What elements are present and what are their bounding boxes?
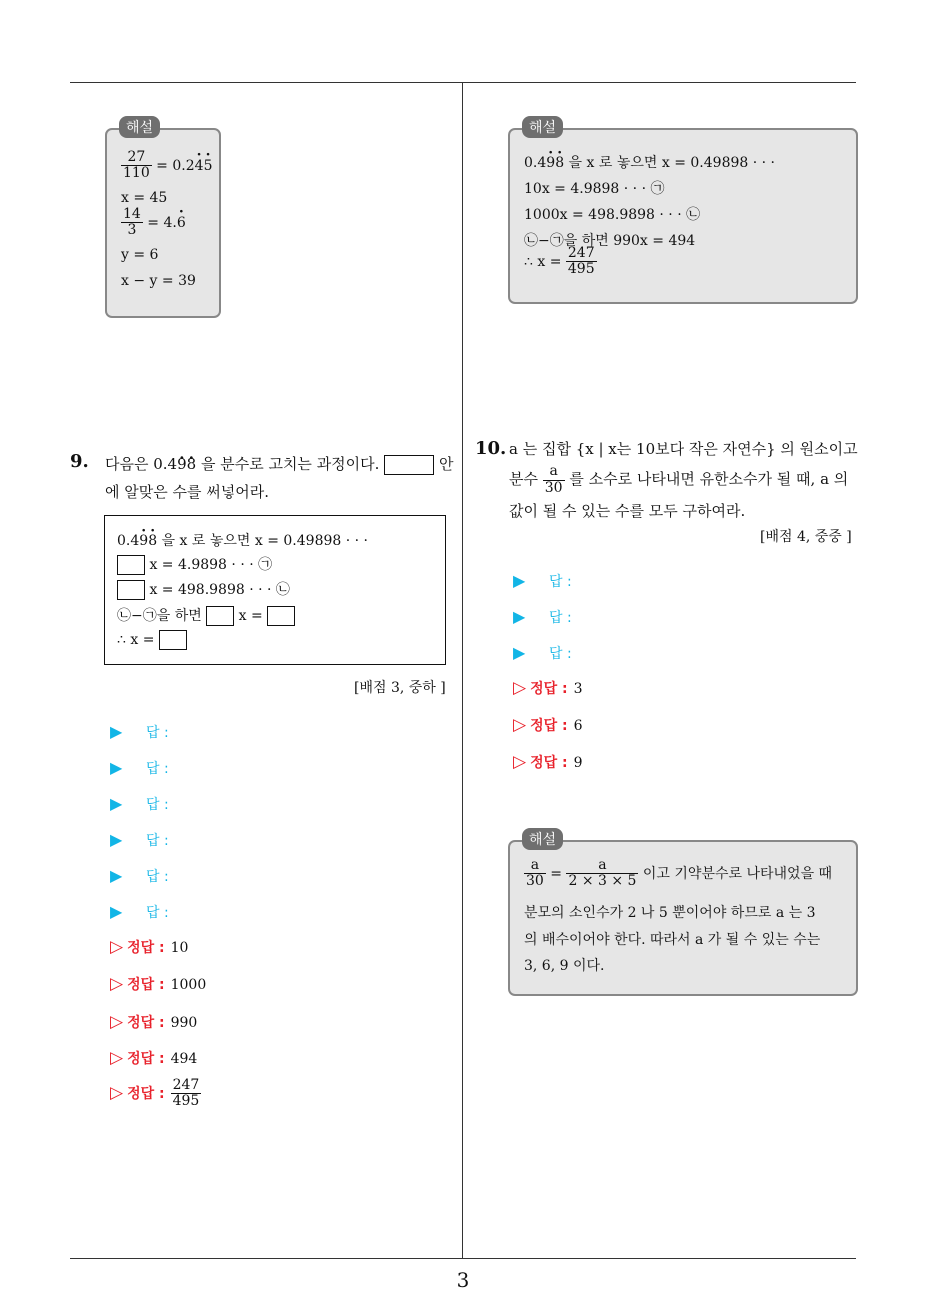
right-solution-box-2 [508,832,858,996]
outline-triangle-icon: ▷ [110,1082,124,1103]
correct-answer: ▷ 정답 : 6 [513,715,583,735]
solution-line-1: $\frac{27}{110}$ = 0.2· 4· 5 [121,150,212,182]
right-solution-box [508,120,858,304]
solution-line-4: 3, 6, 9 이다. [524,958,605,974]
correct-answer: ▷ 정답 : 494 [110,1048,198,1068]
bottom-rule [70,1258,856,1259]
solution-line-3: 의 배수이어야 한다. 따라서 a 가 될 수 있는 수는 [524,932,821,948]
answer-line[interactable]: ▶ 답 : [110,902,169,921]
play-icon: ▶ [513,571,526,590]
answer-line[interactable]: ▶ 답 : [513,607,572,626]
blank-input-5[interactable] [159,630,187,650]
correct-answer: ▷ 정답 : 990 [110,1012,198,1032]
answer-blank [384,455,434,475]
solution-line-2: 10x = 4.9898 · · · ㉠ [524,181,665,197]
blank-input-3[interactable] [206,606,234,626]
question-9-number: 9. [70,451,89,472]
process-line-1: 0.4· 9· 8 을 x 로 놓으면 x = 0.49898 · · · [117,530,368,550]
outline-triangle-icon: ▷ [110,1048,124,1068]
play-icon: ▶ [110,722,123,741]
correct-answer: ▷ 정답 : $\frac{247}{495}$ [110,1077,200,1110]
play-icon: ▶ [110,830,123,849]
correct-answer: ▷ 정답 : 3 [513,678,583,698]
answer-line[interactable]: ▶ 답 : [513,571,572,590]
question-9-text: 다음은 0.4· 9· 8 을 분수로 고치는 과정이다. 안 에 알맞은 수를 써넣어라. [105,450,457,506]
solution-tag: 해설 [119,116,160,138]
process-line-3: x = 498.9898 · · · ㉡ [117,579,290,600]
solution-line-2: 분모의 소인수가 2 나 5 뿐이어야 하므로 a 는 3 [524,905,816,921]
solution-line-5: x − y = 39 [121,273,196,289]
answer-line[interactable]: ▶ 답 : [110,722,169,741]
blank-input-2[interactable] [117,580,145,600]
answer-line[interactable]: ▶ 답 : [110,830,169,849]
play-icon: ▶ [513,607,526,626]
column-divider [462,82,463,1258]
correct-answer: ▷ 정답 : 9 [513,752,583,772]
solution-line-1: $\frac{a}{30}$ = $\frac{a}{2 \times 3 \times 5}$ 이고 기약분수로 나타내었을 때 [526,857,833,890]
question-9-process-box [104,515,446,665]
solution-line-5: ∴ x = $\frac{247}{495}$ [524,245,595,278]
solution-line-2: x = 45 [121,190,168,206]
correct-answer: ▷ 정답 : 1000 [110,974,207,994]
blank-input-4[interactable] [267,606,295,626]
solution-tag: 해설 [522,828,563,850]
play-icon: ▶ [110,866,123,885]
play-icon: ▶ [110,794,123,813]
answer-line[interactable]: ▶ 답 : [110,758,169,777]
page-number: 3 [456,1268,470,1292]
solution-tag: 해설 [522,116,563,138]
question-10-text: a 는 집합 {x | x는 10보다 작은 자연수} 의 원소이고 분수 $\frac{a}{30}$ 를 소수로 나타내면 유한소수가 될 때, a 의 값이 될 수 있는 수를 모두 구하여라. [509,440,858,520]
answer-line[interactable]: ▶ 답 : [513,643,572,662]
question-10-score: [배점 4, 중중 ] [760,529,852,545]
top-rule [70,82,856,83]
question-10-number: 10. [475,438,507,459]
blank-input-1[interactable] [117,555,145,575]
outline-triangle-icon: ▷ [110,974,124,994]
left-solution-box [105,120,221,318]
play-icon: ▶ [110,758,123,777]
process-line-5: ∴ x = [117,630,187,650]
question-9-score: [배점 3, 중하 ] [354,680,446,696]
outline-triangle-icon: ▷ [110,937,124,957]
outline-triangle-icon: ▷ [513,715,527,735]
process-line-4: ㉡−㉠을 하면 x = [117,605,295,626]
process-line-2: x = 4.9898 · · · ㉠ [117,554,272,575]
outline-triangle-icon: ▷ [513,752,527,772]
solution-line-3: $\frac{14}{3}$ = 4.· 6 [121,207,186,239]
correct-answer: ▷ 정답 : 10 [110,937,189,957]
answer-line[interactable]: ▶ 답 : [110,794,169,813]
solution-line-3: 1000x = 498.9898 · · · ㉡ [524,207,701,223]
outline-triangle-icon: ▷ [110,1012,124,1032]
play-icon: ▶ [110,902,123,921]
solution-line-4: y = 6 [121,247,159,263]
answer-line[interactable]: ▶ 답 : [110,866,169,885]
outline-triangle-icon: ▷ [513,678,527,698]
solution-line-4: ㉡−㉠을 하면 990x = 494 [524,233,696,249]
solution-line-1: 0.4· 9· 8 을 x 로 놓으면 x = 0.49898 · · · [524,152,775,172]
play-icon: ▶ [513,643,526,662]
